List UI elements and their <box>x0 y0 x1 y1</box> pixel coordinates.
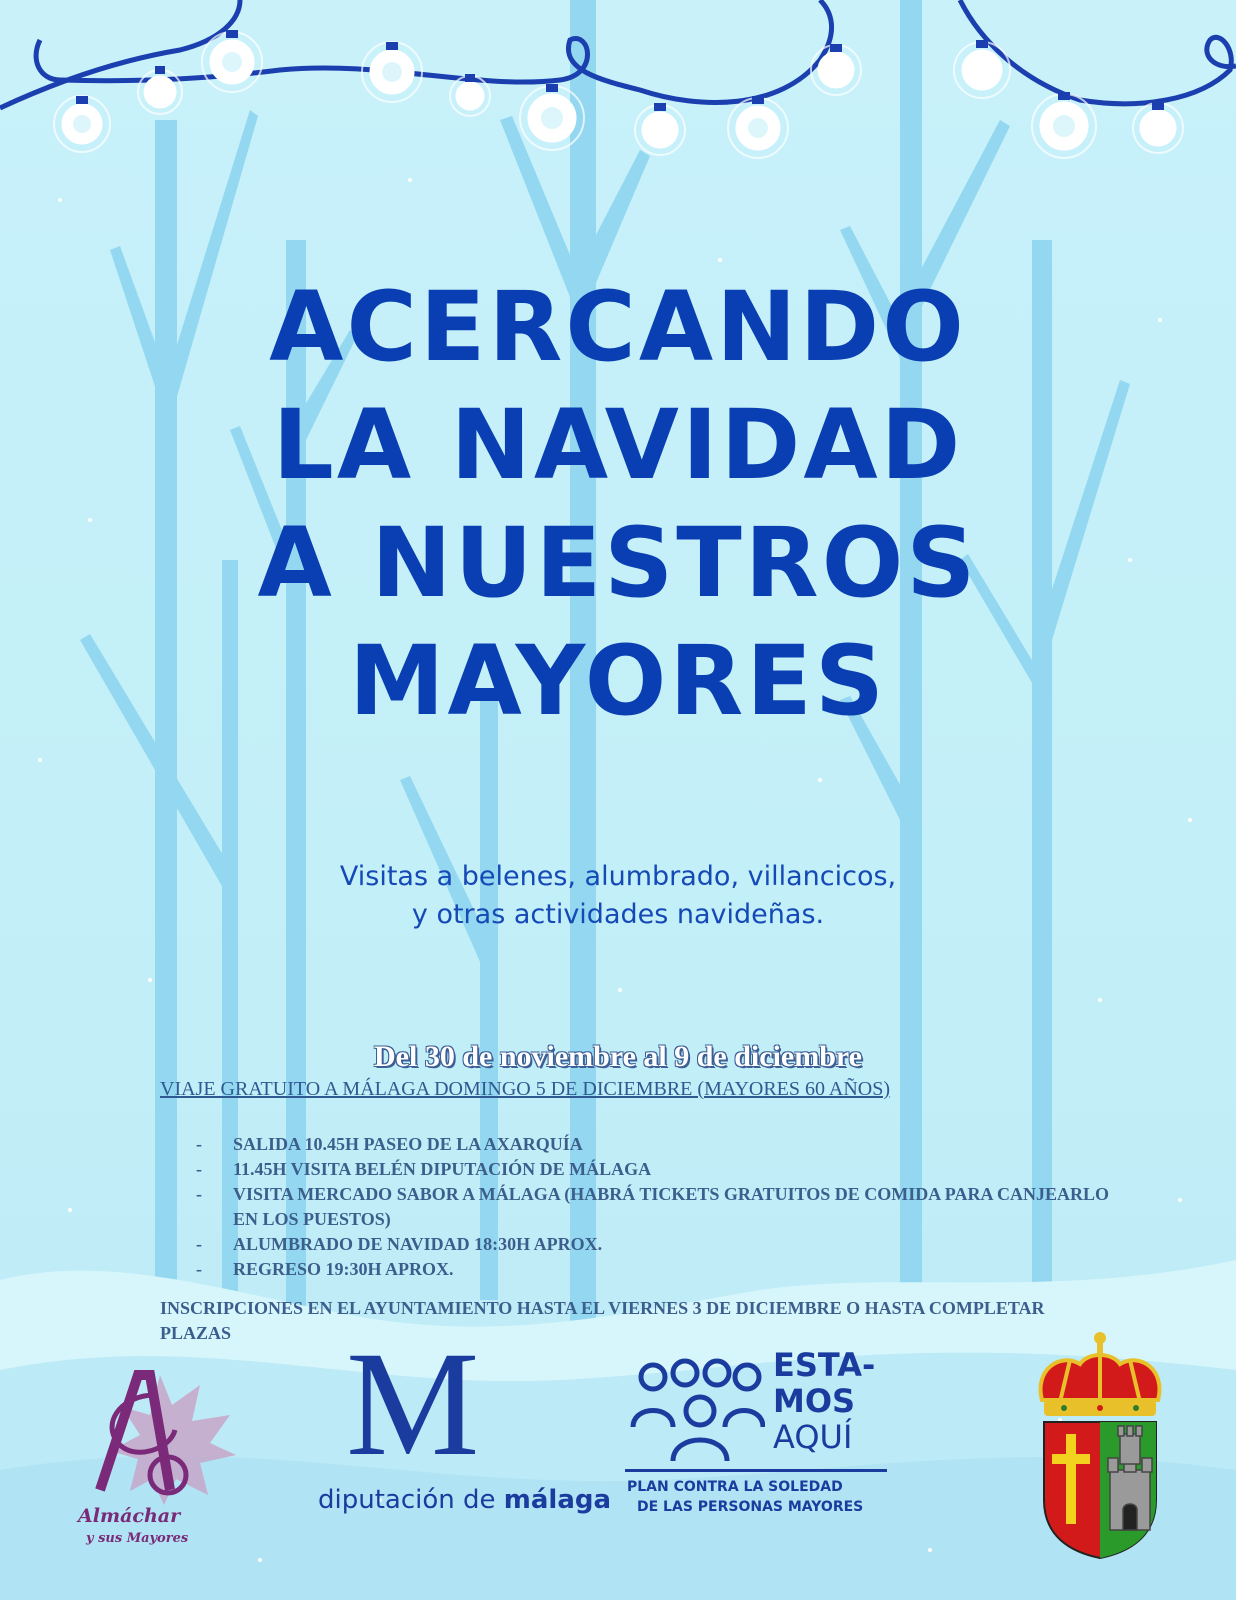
plan-line1: PLAN CONTRA LA SOLEDAD <box>627 1479 843 1495</box>
list-item <box>196 1182 1116 1232</box>
diputacion-name-regular: diputación de <box>318 1485 504 1515</box>
coat-of-arms-graphic <box>1030 1330 1170 1560</box>
date-range: Del 30 de noviembre al 9 de diciembre <box>374 1040 862 1073</box>
list-item <box>196 1157 1116 1182</box>
list-item <box>196 1132 1116 1157</box>
coat-of-arms-icon <box>1030 1330 1170 1560</box>
people-group-icon <box>625 1355 765 1465</box>
title-line: MAYORES <box>349 625 887 737</box>
string-lights-icon <box>0 0 1236 158</box>
list-item-text: ALUMBRADO DE NAVIDAD 18:30H APROX. <box>233 1234 603 1254</box>
poster-subtitle <box>0 858 1236 934</box>
bullet-dash: - <box>196 1259 202 1279</box>
almachar-tagline: y sus Mayores <box>86 1531 189 1546</box>
itinerary-list <box>196 1132 1116 1282</box>
almachar-name: Almáchar <box>78 1505 181 1527</box>
almachar-logo <box>60 1355 250 1555</box>
diputacion-name-bold: málaga <box>503 1485 612 1515</box>
list-item-text: SALIDA 10.45H PASEO DE LA AXARQUÍA <box>233 1134 583 1154</box>
bullet-dash: - <box>196 1159 202 1179</box>
subtitle-line: y otras actividades navideñas. <box>411 899 825 930</box>
subtitle-line: Visitas a belenes, alumbrado, villancicos, <box>339 861 897 892</box>
bullet-dash: - <box>196 1134 202 1154</box>
list-item-text: VISITA MERCADO SABOR A MÁLAGA (HABRÁ TICKETS GRATUITOS DE COMIDA PARA CANJEARLO EN LOS PUESTOS) <box>233 1184 1109 1229</box>
maple-leaf-icon <box>60 1355 250 1505</box>
list-item-text: REGRESO 19:30H APROX. <box>233 1259 454 1279</box>
diputacion-name <box>318 1485 611 1515</box>
list-item <box>196 1232 1116 1257</box>
signup-note: INSCRIPCIONES EN EL AYUNTAMIENTO HASTA EL VIERNES 3 DE DICIEMBRE O HASTA COMPLETAR PLAZAS <box>160 1298 1045 1343</box>
plan-line2: DE LAS PERSONAS MAYORES <box>637 1499 864 1515</box>
estamos-aqui-logo <box>625 1346 905 1525</box>
poster-title <box>0 268 1236 740</box>
estamos-line2: MOS <box>773 1382 856 1420</box>
list-item <box>196 1257 1116 1282</box>
title-line: A NUESTROS <box>257 507 979 619</box>
diputacion-mark: M <box>346 1321 480 1487</box>
estamos-line1: ESTA- <box>773 1346 876 1384</box>
title-line: ACERCANDO <box>269 271 967 383</box>
divider <box>625 1469 887 1472</box>
list-item-text: 11.45H VISITA BELÉN DIPUTACIÓN DE MÁLAGA <box>233 1159 652 1179</box>
trip-headline: VIAJE GRATUITO A MÁLAGA DOMINGO 5 DE DICIEMBRE (MAYORES 60 AÑOS) <box>160 1078 891 1100</box>
estamos-line3: AQUÍ <box>773 1418 853 1456</box>
diputacion-logo <box>318 1321 612 1525</box>
title-line: LA NAVIDAD <box>272 389 964 501</box>
crown-icon <box>1041 1332 1160 1416</box>
bullet-dash: - <box>196 1184 202 1204</box>
bullet-dash: - <box>196 1234 202 1254</box>
